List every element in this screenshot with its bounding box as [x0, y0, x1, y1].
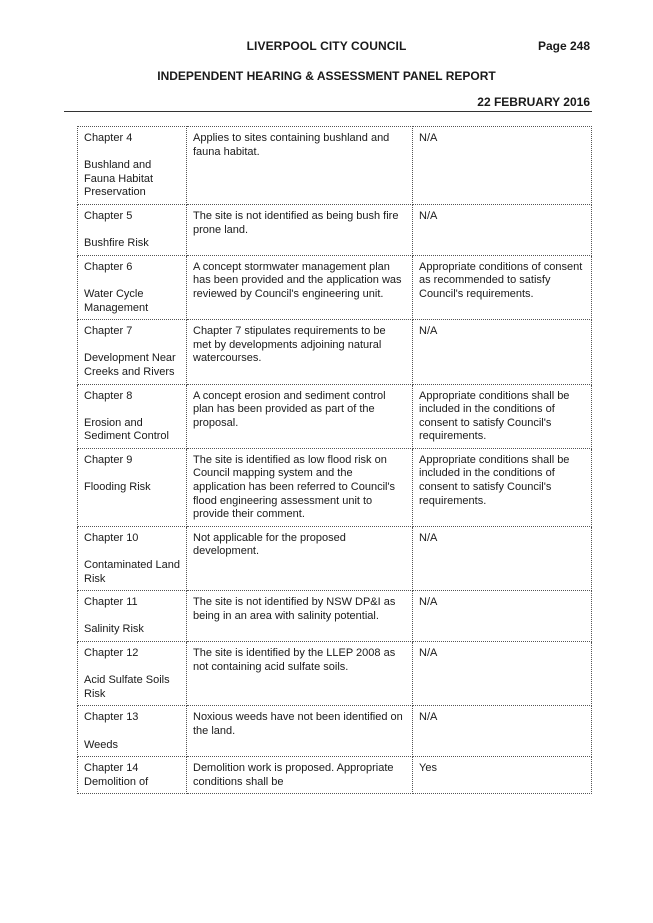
chapter-cell	[78, 642, 187, 706]
compliance-cell: Appropriate conditions shall be included in the conditions of consent to satisfy Council's requirements.	[413, 384, 592, 448]
chapter-topic: Acid Sulfate Soils Risk	[84, 674, 170, 700]
comment-cell: Demolition work is proposed. Appropriate conditions shall be	[187, 757, 413, 794]
table-row	[78, 591, 592, 642]
chapter-number: Chapter 13	[84, 711, 139, 724]
report-title: INDEPENDENT HEARING & ASSESSMENT PANEL REPORT	[157, 69, 496, 83]
comment-cell: Applies to sites containing bushland and fauna habitat.	[187, 127, 413, 205]
comment-cell: The site is identified by the LLEP 2008 as not containing acid sulfate soils.	[187, 642, 413, 706]
chapter-cell	[78, 320, 187, 384]
chapter-number: Chapter 14	[84, 762, 139, 775]
table-row	[78, 127, 592, 205]
comment-cell: Not applicable for the proposed development.	[187, 526, 413, 590]
chapter-number: Chapter 6	[84, 260, 133, 273]
chapter-topic: Erosion and Sediment Control	[84, 416, 169, 443]
chapter-topic: Bushfire Risk	[84, 237, 149, 250]
comment-cell: The site is not identified by NSW DP&I as being in an area with salinity potential.	[187, 591, 413, 642]
compliance-cell: Appropriate conditions of consent as recommended to satisfy Council's requirements.	[413, 255, 592, 319]
chapter-topic: Water Cycle Management	[84, 287, 149, 314]
chapter-cell	[78, 591, 187, 642]
table-row	[78, 448, 592, 526]
comment-cell: A concept erosion and sediment control plan has been provided as part of the proposal.	[187, 384, 413, 448]
chapter-cell	[78, 127, 187, 205]
comment-cell: The site is identified as low flood risk on Council mapping system and the application has been referred to Council's flood engineering assessment unit to provide their comment.	[187, 448, 413, 526]
table-row	[78, 384, 592, 448]
chapter-cell	[78, 757, 187, 794]
compliance-cell: N/A	[413, 127, 592, 205]
chapter-number: Chapter 12	[84, 647, 139, 659]
comment-cell: The site is not identified as being bush fire prone land.	[187, 204, 413, 255]
chapter-topic: Weeds	[84, 738, 119, 751]
header-divider	[64, 111, 592, 112]
chapter-topic: Bushland and Fauna Habitat Preservation	[84, 159, 154, 199]
chapter-topic: Contaminated Land Risk	[84, 559, 181, 585]
table-row	[78, 526, 592, 590]
compliance-cell: N/A	[413, 642, 592, 706]
chapter-topic: Development Near Creeks and Rivers	[84, 352, 176, 378]
chapter-number: Chapter 5	[84, 209, 133, 222]
compliance-cell: N/A	[413, 591, 592, 642]
chapter-number: Chapter 8	[84, 389, 133, 402]
comment-cell: A concept stormwater management plan has been provided and the application was reviewed by Council's engineering unit.	[187, 255, 413, 319]
chapter-cell	[78, 384, 187, 448]
council-name: LIVERPOOL CITY COUNCIL	[246, 39, 407, 53]
compliance-cell: Appropriate conditions shall be included in the conditions of consent to satisfy Council's requirements.	[413, 448, 592, 526]
table-row	[78, 255, 592, 319]
dcp-compliance-table	[77, 126, 592, 794]
table-row	[78, 757, 592, 794]
comment-cell: Noxious weeds have not been identified on the land.	[187, 706, 413, 757]
comment-cell: Chapter 7 stipulates requirements to be met by developments adjoining natural watercourses.	[187, 320, 413, 384]
chapter-number: Chapter 7	[84, 325, 133, 338]
report-date: 22 FEBRUARY 2016	[477, 95, 590, 109]
chapter-topic: Salinity Risk	[84, 623, 144, 636]
compliance-cell: N/A	[413, 526, 592, 590]
chapter-cell	[78, 526, 187, 590]
table-row	[78, 642, 592, 706]
compliance-cell: Yes	[413, 757, 592, 794]
chapter-number: Chapter 10	[84, 531, 139, 544]
chapter-cell	[78, 448, 187, 526]
chapter-cell	[78, 255, 187, 319]
chapter-number: Chapter 9	[84, 453, 133, 466]
chapter-number: Chapter 4	[84, 132, 133, 144]
table-row	[78, 320, 592, 384]
chapter-cell	[78, 706, 187, 757]
table-row	[78, 204, 592, 255]
compliance-cell: N/A	[413, 320, 592, 384]
chapter-number: Chapter 11	[84, 596, 138, 609]
chapter-cell	[78, 204, 187, 255]
chapter-topic: Demolition of	[84, 775, 149, 788]
compliance-cell: N/A	[413, 706, 592, 757]
chapter-topic: Flooding Risk	[84, 481, 151, 494]
page-number: Page 248	[537, 39, 590, 53]
compliance-cell: N/A	[413, 204, 592, 255]
table-row	[78, 706, 592, 757]
